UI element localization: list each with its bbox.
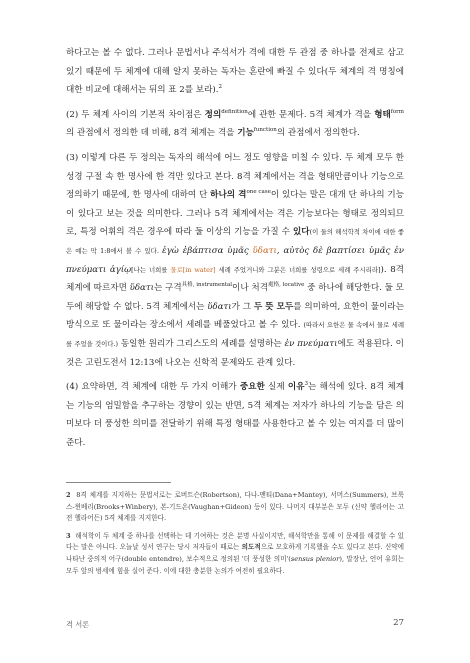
text: 에도 적용된다. 이것은 고린도전서 12:13에 나오는 신학적 문제와도 관계 있다. [66,338,404,368]
text: 에 관한 문제다. 5격 체계가 격을 [247,109,375,120]
aside-highlight: [in water] [182,265,216,274]
greek-text: ἐγὼ ἐβάπτισα ὑμᾶς [162,245,253,256]
latin-term: sensus plenior [290,554,340,563]
term: form [390,108,404,115]
footnote-text: 으로 모호하게 기록했을 수도 있다고 본다. 신약에 나타난 중의적 어구(double entendre), 보수적으로 정의된 '더 풍성한 의미'( [66,543,404,563]
emphasis: 이유 [287,382,305,393]
text: 중 하나에 해당한다. 둘 모두에 해당할 수 없다. 5격 체계에서는 [66,283,404,312]
text: (3) 이렇게 다른 두 정의는 독자의 해석에 어느 정도 영향을 미칠 수 있다. 두 체계 모두 한 성경 구절 속 한 명사에 한 격만 있다고 본다. 8격 체계에서는 격을 형태만큼이나 기능으로 정의하기 때문에, 한 명사에 대하여 단 [66,152,404,201]
footnote-text: 해석학이 두 체계 중 하나를 선택하는 데 기여하는 것은 분명 사실이지만, 해석학만을 통해 이 문제를 해결할 수 있다는 말은 아니다. 오늘날 성서 연구는 당시 저자들이 때로는 [66,531,404,552]
emphasis: 기능 [237,128,254,139]
emphasis: 정의 [204,109,222,120]
emphasis: 의도적 [241,543,261,552]
emphasis: 하나의 격 [210,190,247,201]
greek-text: , αὐτὸς δὲ βαπτίσει ὑμᾶς ἐν πνεύματι ἁγίῳ [66,245,404,275]
text: 이 있다는 말은 대개 단 하나의 기능이 있다고 보는 것을 의미한다. 그러나 5격 체계에서는 격은 기능보다는 형태로 정의되므로, 특정 어휘의 격은 경우에 따라 둘 이상의 기능을 가질 수 [66,190,404,238]
text: 하다고는 볼 수 없다. 그러나 문법서나 주석서가 격에 대한 두 관점 중 하나를 전제로 삼고 있기 때문에 두 체계에 대해 알지 못하는 독자는 혼란에 빠질 수 있다(두 체계의 격 명칭에 대한 비교에 대해서는 뒤의 표 2를 보라). [66,48,404,96]
text: 는 구격 [153,283,182,294]
paragraph-4 [66,378,404,452]
text: ). 8격 체계에 따르자면 [66,264,404,294]
paragraph-1 [66,44,404,100]
aside-highlight: 물로 [170,265,183,274]
footnote-number: 3 [66,531,71,540]
main-text [66,44,404,452]
footnote-text: ), 말장난, 언어 유희는 모두 앞의 범세에 힘을 실어 준다. 이에 대한 충분한 논의가 여전히 필요하다. [66,554,404,575]
text: 는 해석에 있다. 8격 체계는 기능의 엄밀함을 추구하는 경향이 있는 반면, 5격 체계는 저자가 하나의 기능을 담은 의미보다 더 풍성한 의미를 전달하기 위해 특정 형태를 사용한다고 볼 수 있는 여지를 더 많이 준다. [66,382,404,448]
emphasis: 형태 [374,109,391,120]
text: (4) 요약하면, 격 체계에 대한 두 가지 이해가 [66,382,240,393]
emphasis: 있다 [293,227,310,238]
text: 이나 처격 [232,283,269,294]
page-number: 27 [393,618,404,628]
term: definition [221,108,248,115]
greek-text: ὕδατι [207,301,232,312]
footnote-ref[interactable]: 2 [218,84,222,91]
footnote-text: 8격 체계를 지지하는 문법서로는 로버트슨(Robertson), 다나-맨티(Dana+Mantey), 서머스(Summers), 브룩스-윈베리(Brooks+Winbery), 본-기드온(Vaughan+Gideon) 등이 있다. 나머지 대부분은 모두 (신약 헬라어는 고전 헬라어든) 5격 체계를 지지한다. [66,491,404,523]
greek-text: ἐν πνεύματι [284,338,338,349]
paragraph-3 [66,149,404,372]
term: one case [246,189,271,196]
term: 處格, locative [268,282,305,289]
aside: 세례 주었거니와 그분은 너희를 성령으로 세례 주시리라] [215,265,381,274]
greek-highlight: ὕδατι [252,245,277,256]
footnote-divider [66,482,171,483]
footnote-2 [66,490,404,525]
text: (2) 두 체계 사이의 기본적 차이점은 [66,109,205,120]
text: 의 관점에서 정의한다. [276,128,360,139]
aside: [나는 너희를 [131,265,171,274]
emphasis: 중요한 [239,382,265,393]
text: 실제 [264,382,288,393]
term: 具格, instrumental [181,282,233,289]
paragraph-2 [66,106,404,143]
text: 가 그 [231,301,254,312]
footnote-ref[interactable]: 3 [304,381,309,388]
footnotes [66,490,404,583]
aside: (이 둘의 해석학적 차이에 대한 좋은 예는 막 1:8에서 볼 수 있다. [66,228,405,255]
footnote-3 [66,531,404,577]
greek-text: ὕδατι [129,283,154,294]
text: 를 의미하여, 요한이 물이라는 방식으로 또 물이라는 장소에서 세례를 베풀었다고 볼 수 있다. [66,301,405,331]
text: 동일한 원리가 그리스도의 세례를 설명하는 [118,338,285,349]
footnote-number: 2 [66,491,71,499]
text: 의 관점에서 정의한 데 비해, 8격 체계는 격을 [66,128,238,139]
aside: (따라서 요한은 물 속에서 물로 세례를 주었을 것이다.) [66,321,405,348]
term: function [253,127,277,134]
emphasis: 두 뜻 모두 [253,301,294,312]
running-footer: 격 서론 [66,620,90,629]
